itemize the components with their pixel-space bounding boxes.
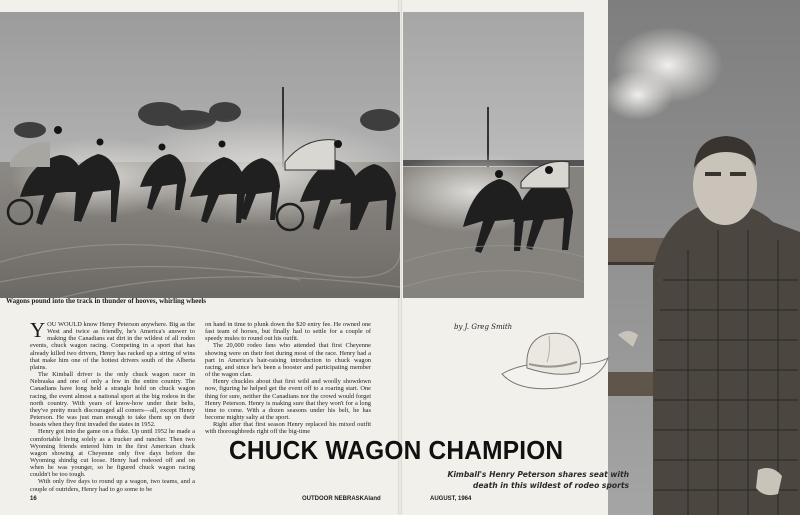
magazine-name: OUTDOOR NEBRASKAland [302, 496, 381, 502]
article-paragraph: Henry chuckles about that first wild and woolly showdown now, figuring he helped get the event off to a roaring start. One thing for sure, neither the Canadians nor the crowd would forget Henry Peterson. Henry is making sure that they won't for a long time to come. With a dozen seasons under his belt, he has become mighty salty at the sport. [205, 378, 371, 422]
page-number: 16 [30, 496, 37, 502]
cowboy-hat-illustration [497, 326, 612, 404]
issue-date: AUGUST, 1964 [430, 496, 472, 502]
article-paragraph: The Kimball driver is the only chuck wagon racer in Nebraska and one of only a few in the entire country. The Canadians have long held a strangle hold on chuck wagon racing, the event almost a national sport at the big rodeos in the north country. With years of know-how under their belts, they've pretty much discouraged all comers—all, except Henry Peterson. He was just man enough to take them up on their boasts when they first invaded the states in 1952. [30, 371, 195, 429]
article-column-1 [30, 318, 195, 493]
article-paragraph: on hand in time to plunk down the $20 entry fee. He owned one fast team of horses, but finally had to settle for a couple of speedy mules to round out his outfit. [205, 321, 371, 343]
article-paragraph: Henry got into the game on a fluke. Up until 1952 he made a comfortable living solely as a trucker and rancher. Then two Wyoming friends entered him in the first American chuck wagon showing at Cheyenne only five days before the Wyoming shindig cut loose. Henry had rodeoed off and on when he was younger, so he figured chuck wagon racing couldn't be too tough. [30, 428, 195, 479]
article-paragraph: YOU WOULD know Henry Peterson anywhere. Big as the West and twice as friendly, he's America's answer to making the Canadians eat dirt in the wildest of all rodeo events, chuck wagon racing. Competing in a sport that has already killed two drivers, Henry has racked up a string of wins that make him one of the hottest drivers south of the Alberta plains. [30, 318, 195, 371]
article-paragraph: The 20,000 rodeo fans who attended that first Cheyenne showing were on their feet during most of the race. Henry had a part in America's hair-raising introduction to chuck wagon racing, and since he's been a booster and participating member of the wagon clan. [205, 342, 371, 379]
article-deck: Kimball's Henry Peterson shares seat with death in this wildest of rodeo sports [447, 470, 629, 490]
article-headline: CHUCK WAGON CHAMPION [229, 437, 564, 465]
wagon-race-photo [0, 12, 400, 298]
drop-cap: Y [30, 318, 46, 342]
wagon-turn-photo [403, 12, 584, 298]
author-byline: by J. Greg Smith [454, 323, 513, 331]
article-paragraph: Right after that first season Henry replaced his mixed outfit with thoroughbreds right off the big-time [205, 421, 371, 436]
photo-caption: Wagons pound into the track in thunder of hooves, whirling wheels [6, 297, 206, 305]
article-column-2 [205, 321, 371, 436]
henry-peterson-portrait [608, 0, 800, 515]
article-paragraph: With only five days to round up a wagon, two teams, and a couple of outriders, Henry had to go some to be [30, 478, 195, 493]
